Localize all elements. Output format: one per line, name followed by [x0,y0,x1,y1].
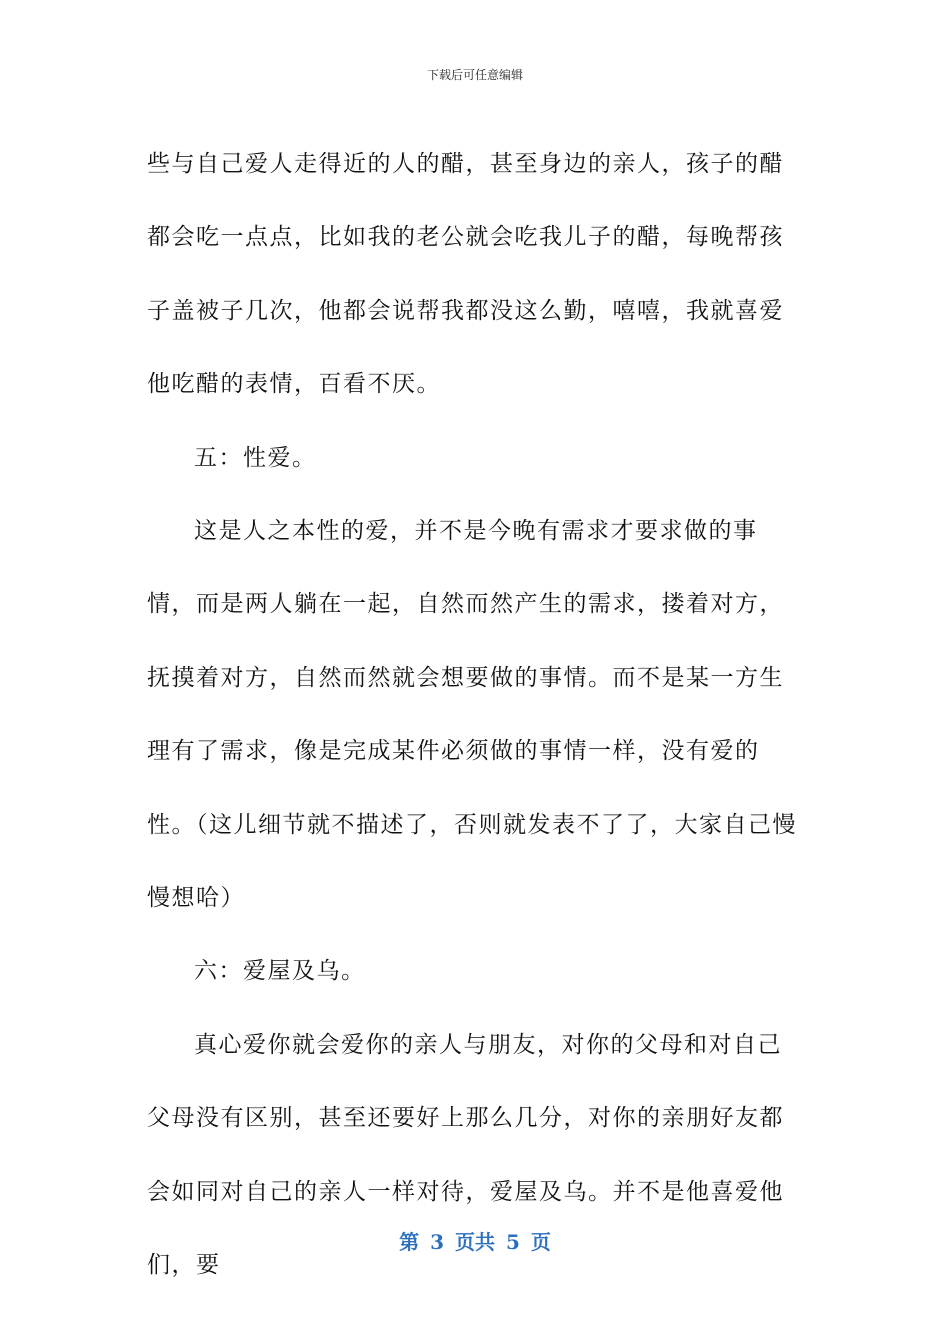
paragraph: 些与自己爱人走得近的人的醋，甚至身边的亲人，孩子的醋都会吃一点点，比如我的老公就会吃我儿子的醋，每晚帮孩子盖被子几次，他都会说帮我都没这么勤，嘻嘻，我就喜爱他吃醋的表情，百看不厌。 [147,151,784,398]
page-header: 下载后可任意编辑 [426,68,523,82]
section-heading: 五：性爱。 [194,444,317,471]
page-number-footer: 第 3 页共 5 页 [399,1230,551,1254]
paragraph: 这是人之本性的爱，并不是今晚有需求才要求做的事情，而是两人躺在一起，自然而然产生的需求，搂着对方，抚摸着对方，自然而然就会想要做的事情。而不是某一方生理有了需求，像是完成某件必须做的事情一样，没有爱的性。（这儿细节就不描述了，否则就发表不了了，大家自己慢慢想哈） [147,518,797,912]
paragraph: 真心爱你就会爱你的亲人与朋友，对你的父母和对自己父母没有区别，甚至还要好上那么几分，对你的亲朋好友都会如同对自己的亲人一样对待，爱屋及乌。并不是他喜爱他们，要 [147,1031,784,1279]
section-heading: 六：爱屋及乌。 [194,958,366,985]
document-body [147,128,797,1303]
